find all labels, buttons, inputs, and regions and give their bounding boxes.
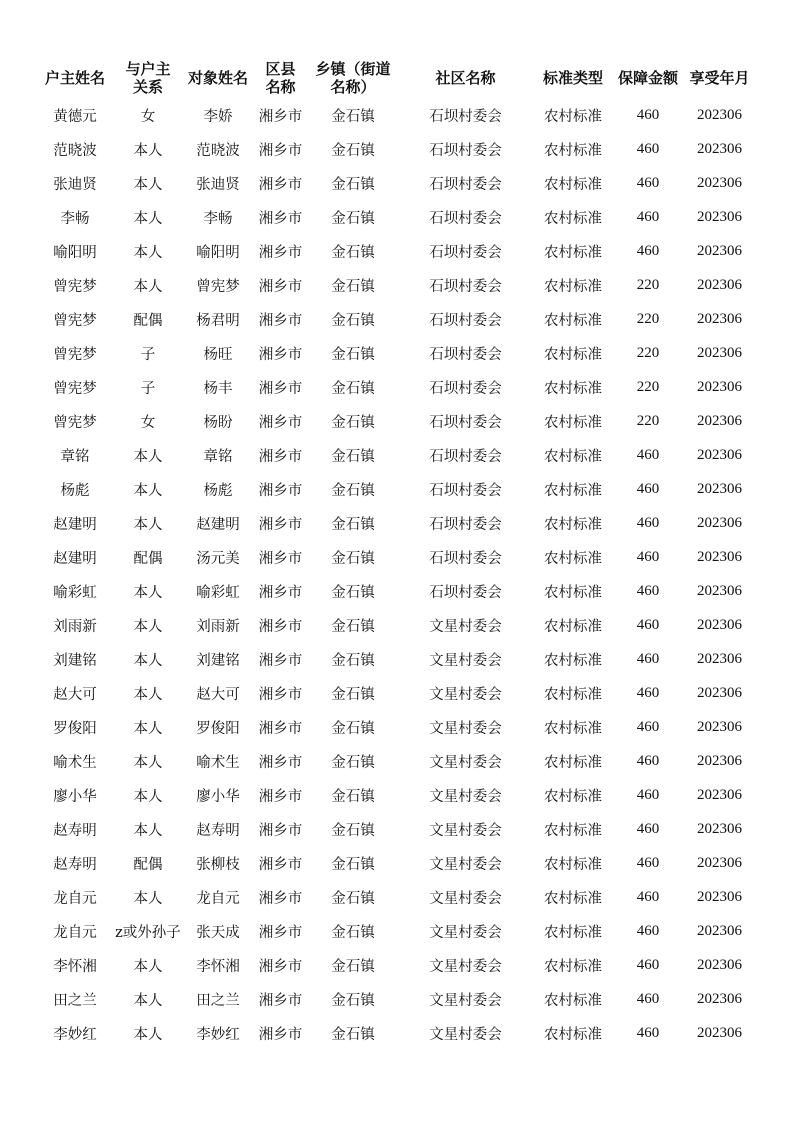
cell-amount: 220 [636, 378, 660, 395]
cell-community: 石坝村委会 [429, 278, 502, 295]
cell-standard-type: 农村标准 [544, 176, 602, 193]
cell-amount: 460 [636, 684, 660, 701]
cell-householder-name: 龙自元 [53, 890, 97, 907]
cell-county: 湘乡市 [258, 448, 303, 465]
cell-township: 金石镇 [331, 890, 375, 907]
cell-relation: 本人 [133, 618, 163, 635]
cell-recipient-name: 杨彪 [203, 482, 233, 499]
cell-recipient-name: 喻术生 [196, 754, 240, 771]
cell-month: 202306 [697, 752, 742, 769]
cell-month: 202306 [697, 990, 742, 1007]
cell-month: 202306 [697, 208, 742, 225]
cell-county: 湘乡市 [258, 924, 303, 941]
cell-township: 金石镇 [331, 516, 375, 533]
cell-standard-type: 农村标准 [544, 516, 602, 533]
cell-recipient-name: 罗俊阳 [196, 720, 240, 737]
cell-community: 文星村委会 [429, 686, 502, 703]
cell-relation: 本人 [133, 210, 163, 227]
cell-amount: 460 [636, 582, 660, 599]
cell-relation: 本人 [133, 652, 163, 669]
cell-standard-type: 农村标准 [544, 1026, 602, 1043]
cell-county: 湘乡市 [258, 754, 303, 771]
cell-standard-type: 农村标准 [544, 346, 602, 363]
cell-recipient-name: 田之兰 [196, 992, 240, 1009]
table-row [37, 812, 756, 846]
cell-householder-name: 杨彪 [60, 482, 90, 499]
cell-month: 202306 [697, 446, 742, 463]
cell-county: 湘乡市 [258, 482, 303, 499]
cell-amount: 460 [636, 242, 660, 259]
cell-recipient-name: 章铭 [203, 448, 233, 465]
table-row [37, 642, 756, 676]
cell-month: 202306 [697, 310, 742, 327]
cell-householder-name: 罗俊阳 [53, 720, 97, 737]
cell-householder-name: 赵寿明 [53, 822, 97, 839]
cell-householder-name: 李畅 [60, 210, 90, 227]
cell-community: 文星村委会 [429, 856, 502, 873]
cell-county: 湘乡市 [258, 890, 303, 907]
cell-county: 湘乡市 [258, 856, 303, 873]
cell-amount: 460 [636, 208, 660, 225]
cell-relation: 配偶 [133, 856, 163, 873]
cell-householder-name: 赵大可 [53, 686, 97, 703]
cell-amount: 460 [636, 752, 660, 769]
cell-relation: 本人 [133, 686, 163, 703]
cell-relation: 本人 [133, 142, 163, 159]
table-row [37, 914, 756, 948]
table-row [37, 166, 756, 200]
cell-amount: 460 [636, 718, 660, 735]
cell-community: 文星村委会 [429, 720, 502, 737]
cell-township: 金石镇 [331, 584, 375, 601]
cell-standard-type: 农村标准 [544, 788, 602, 805]
cell-recipient-name: 刘雨新 [196, 618, 240, 635]
cell-recipient-name: 杨君明 [196, 312, 240, 329]
cell-community: 石坝村委会 [429, 346, 502, 363]
cell-standard-type: 农村标准 [544, 856, 602, 873]
cell-community: 石坝村委会 [429, 380, 502, 397]
cell-amount: 460 [636, 786, 660, 803]
cell-standard-type: 农村标准 [544, 720, 602, 737]
cell-month: 202306 [697, 344, 742, 361]
cell-month: 202306 [697, 922, 742, 939]
cell-relation: 本人 [133, 1026, 163, 1043]
cell-householder-name: 廖小华 [53, 788, 97, 805]
cell-recipient-name: 龙自元 [196, 890, 240, 907]
cell-community: 石坝村委会 [429, 584, 502, 601]
table-row [37, 744, 756, 778]
cell-recipient-name: 赵大可 [196, 686, 240, 703]
cell-county: 湘乡市 [258, 414, 303, 431]
cell-householder-name: 黄德元 [53, 108, 97, 125]
cell-amount: 460 [636, 820, 660, 837]
table-row [37, 608, 756, 642]
cell-standard-type: 农村标准 [544, 414, 602, 431]
cell-recipient-name: 李妙红 [196, 1026, 240, 1043]
cell-standard-type: 农村标准 [544, 924, 602, 941]
cell-householder-name: 章铭 [60, 448, 90, 465]
cell-month: 202306 [697, 548, 742, 565]
cell-township: 金石镇 [331, 278, 375, 295]
cell-relation: 配偶 [133, 312, 163, 329]
cell-community: 文星村委会 [429, 992, 502, 1009]
cell-standard-type: 农村标准 [544, 244, 602, 261]
cell-community: 石坝村委会 [429, 244, 502, 261]
cell-community: 石坝村委会 [429, 210, 502, 227]
cell-county: 湘乡市 [258, 652, 303, 669]
cell-householder-name: 刘建铭 [53, 652, 97, 669]
table-row [37, 778, 756, 812]
cell-relation: 本人 [133, 448, 163, 465]
cell-recipient-name: 杨盼 [203, 414, 233, 431]
cell-township: 金石镇 [331, 448, 375, 465]
cell-county: 湘乡市 [258, 312, 303, 329]
table-row [37, 234, 756, 268]
cell-county: 湘乡市 [258, 584, 303, 601]
cell-standard-type: 农村标准 [544, 380, 602, 397]
cell-amount: 460 [636, 922, 660, 939]
table-row [37, 846, 756, 880]
cell-township: 金石镇 [331, 244, 375, 261]
cell-township: 金石镇 [331, 958, 375, 975]
cell-month: 202306 [697, 1024, 742, 1041]
cell-township: 金石镇 [331, 108, 375, 125]
cell-amount: 460 [636, 174, 660, 191]
cell-township: 金石镇 [331, 210, 375, 227]
cell-relation: z或外孙子 [115, 924, 181, 941]
cell-householder-name: 喻术生 [53, 754, 97, 771]
cell-householder-name: 曾宪梦 [53, 414, 97, 431]
cell-standard-type: 农村标准 [544, 550, 602, 567]
cell-community: 文星村委会 [429, 924, 502, 941]
cell-month: 202306 [697, 650, 742, 667]
cell-recipient-name: 刘建铭 [196, 652, 240, 669]
cell-county: 湘乡市 [258, 176, 303, 193]
header-township: 乡镇（街道 名称） [315, 60, 391, 96]
cell-township: 金石镇 [331, 720, 375, 737]
table-row [37, 200, 756, 234]
cell-county: 湘乡市 [258, 550, 303, 567]
cell-standard-type: 农村标准 [544, 312, 602, 329]
cell-month: 202306 [697, 106, 742, 123]
cell-community: 石坝村委会 [429, 312, 502, 329]
cell-amount: 460 [636, 140, 660, 157]
cell-community: 文星村委会 [429, 822, 502, 839]
table-row [37, 574, 756, 608]
cell-community: 石坝村委会 [429, 516, 502, 533]
cell-recipient-name: 范晓波 [196, 142, 240, 159]
cell-relation: 女 [140, 108, 156, 125]
cell-month: 202306 [697, 956, 742, 973]
cell-amount: 460 [636, 956, 660, 973]
cell-community: 文星村委会 [429, 754, 502, 771]
cell-recipient-name: 赵建明 [196, 516, 240, 533]
cell-month: 202306 [697, 854, 742, 871]
cell-householder-name: 李妙红 [53, 1026, 97, 1043]
cell-standard-type: 农村标准 [544, 686, 602, 703]
cell-month: 202306 [697, 140, 742, 157]
cell-township: 金石镇 [331, 754, 375, 771]
cell-township: 金石镇 [331, 686, 375, 703]
cell-month: 202306 [697, 820, 742, 837]
table-row [37, 132, 756, 166]
cell-community: 石坝村委会 [429, 482, 502, 499]
cell-month: 202306 [697, 480, 742, 497]
cell-county: 湘乡市 [258, 822, 303, 839]
cell-standard-type: 农村标准 [544, 210, 602, 227]
cell-standard-type: 农村标准 [544, 108, 602, 125]
cell-township: 金石镇 [331, 788, 375, 805]
cell-community: 文星村委会 [429, 1026, 502, 1043]
table-row [37, 302, 756, 336]
cell-householder-name: 李怀湘 [53, 958, 97, 975]
cell-householder-name: 曾宪梦 [53, 346, 97, 363]
cell-householder-name: 赵寿明 [53, 856, 97, 873]
cell-amount: 460 [636, 480, 660, 497]
cell-county: 湘乡市 [258, 1026, 303, 1043]
cell-amount: 460 [636, 514, 660, 531]
cell-relation: 本人 [133, 278, 163, 295]
table-row [37, 982, 756, 1016]
cell-standard-type: 农村标准 [544, 822, 602, 839]
header-householder-name: 户主姓名 [44, 69, 105, 87]
cell-township: 金石镇 [331, 924, 375, 941]
cell-month: 202306 [697, 242, 742, 259]
cell-community: 文星村委会 [429, 890, 502, 907]
cell-relation: 本人 [133, 176, 163, 193]
cell-month: 202306 [697, 718, 742, 735]
cell-month: 202306 [697, 582, 742, 599]
cell-county: 湘乡市 [258, 618, 303, 635]
cell-township: 金石镇 [331, 618, 375, 635]
cell-amount: 220 [636, 276, 660, 293]
cell-township: 金石镇 [331, 856, 375, 873]
cell-standard-type: 农村标准 [544, 652, 602, 669]
cell-standard-type: 农村标准 [544, 482, 602, 499]
cell-community: 石坝村委会 [429, 448, 502, 465]
table-row [37, 540, 756, 574]
cell-county: 湘乡市 [258, 788, 303, 805]
cell-township: 金石镇 [331, 380, 375, 397]
cell-township: 金石镇 [331, 414, 375, 431]
cell-recipient-name: 李怀湘 [196, 958, 240, 975]
cell-township: 金石镇 [331, 550, 375, 567]
cell-county: 湘乡市 [258, 244, 303, 261]
cell-standard-type: 农村标准 [544, 142, 602, 159]
cell-community: 石坝村委会 [429, 142, 502, 159]
header-standard-type: 标准类型 [542, 69, 603, 87]
cell-township: 金石镇 [331, 992, 375, 1009]
cell-relation: 本人 [133, 482, 163, 499]
cell-county: 湘乡市 [258, 992, 303, 1009]
table-row [37, 336, 756, 370]
cell-standard-type: 农村标准 [544, 278, 602, 295]
cell-recipient-name: 喻阳明 [196, 244, 240, 261]
header-recipient-name: 对象姓名 [187, 69, 248, 87]
cell-relation: 本人 [133, 992, 163, 1009]
assistance-roster-table [37, 58, 756, 1050]
cell-recipient-name: 张迪贤 [196, 176, 240, 193]
cell-relation: 本人 [133, 516, 163, 533]
cell-amount: 460 [636, 1024, 660, 1041]
cell-township: 金石镇 [331, 176, 375, 193]
header-amount: 保障金额 [617, 69, 678, 87]
header-county: 区县 名称 [265, 60, 296, 96]
cell-relation: 本人 [133, 958, 163, 975]
cell-month: 202306 [697, 888, 742, 905]
table-row [37, 472, 756, 506]
cell-amount: 460 [636, 106, 660, 123]
cell-recipient-name: 李畅 [203, 210, 233, 227]
cell-amount: 220 [636, 412, 660, 429]
cell-community: 石坝村委会 [429, 176, 502, 193]
cell-community: 文星村委会 [429, 618, 502, 635]
cell-relation: 本人 [133, 754, 163, 771]
cell-township: 金石镇 [331, 346, 375, 363]
cell-standard-type: 农村标准 [544, 890, 602, 907]
cell-month: 202306 [697, 786, 742, 803]
cell-community: 石坝村委会 [429, 414, 502, 431]
cell-county: 湘乡市 [258, 958, 303, 975]
table-row [37, 438, 756, 472]
cell-county: 湘乡市 [258, 516, 303, 533]
cell-month: 202306 [697, 616, 742, 633]
cell-township: 金石镇 [331, 822, 375, 839]
header-community: 社区名称 [435, 69, 496, 87]
cell-standard-type: 农村标准 [544, 584, 602, 601]
cell-householder-name: 曾宪梦 [53, 380, 97, 397]
cell-amount: 460 [636, 446, 660, 463]
table-row [37, 880, 756, 914]
cell-amount: 460 [636, 854, 660, 871]
table-row [37, 98, 756, 132]
cell-month: 202306 [697, 276, 742, 293]
cell-recipient-name: 廖小华 [196, 788, 240, 805]
cell-recipient-name: 张柳枝 [196, 856, 240, 873]
cell-county: 湘乡市 [258, 142, 303, 159]
cell-community: 文星村委会 [429, 958, 502, 975]
cell-township: 金石镇 [331, 312, 375, 329]
cell-householder-name: 曾宪梦 [53, 312, 97, 329]
cell-county: 湘乡市 [258, 686, 303, 703]
cell-standard-type: 农村标准 [544, 992, 602, 1009]
table-row [37, 710, 756, 744]
cell-relation: 本人 [133, 890, 163, 907]
table-row [37, 1016, 756, 1050]
cell-relation: 本人 [133, 788, 163, 805]
cell-recipient-name: 杨丰 [203, 380, 233, 397]
cell-standard-type: 农村标准 [544, 754, 602, 771]
cell-county: 湘乡市 [258, 346, 303, 363]
header-row [37, 58, 756, 98]
cell-householder-name: 龙自元 [53, 924, 97, 941]
cell-county: 湘乡市 [258, 210, 303, 227]
cell-householder-name: 赵建明 [53, 516, 97, 533]
cell-community: 石坝村委会 [429, 108, 502, 125]
cell-standard-type: 农村标准 [544, 618, 602, 635]
cell-relation: 本人 [133, 244, 163, 261]
header-relation: 与户主 关系 [125, 60, 171, 96]
cell-amount: 220 [636, 310, 660, 327]
cell-householder-name: 田之兰 [53, 992, 97, 1009]
cell-amount: 460 [636, 650, 660, 667]
cell-householder-name: 喻阳明 [53, 244, 97, 261]
cell-month: 202306 [697, 514, 742, 531]
cell-county: 湘乡市 [258, 380, 303, 397]
cell-relation: 子 [140, 346, 156, 363]
cell-month: 202306 [697, 174, 742, 191]
cell-recipient-name: 张天成 [196, 924, 240, 941]
cell-county: 湘乡市 [258, 720, 303, 737]
table-row [37, 370, 756, 404]
table-row [37, 404, 756, 438]
table-row [37, 268, 756, 302]
cell-recipient-name: 李娇 [203, 108, 233, 125]
cell-recipient-name: 赵寿明 [196, 822, 240, 839]
cell-relation: 配偶 [133, 550, 163, 567]
cell-householder-name: 曾宪梦 [53, 278, 97, 295]
cell-householder-name: 刘雨新 [53, 618, 97, 635]
table-row [37, 676, 756, 710]
cell-standard-type: 农村标准 [544, 448, 602, 465]
cell-community: 石坝村委会 [429, 550, 502, 567]
cell-community: 文星村委会 [429, 652, 502, 669]
cell-recipient-name: 杨旺 [203, 346, 233, 363]
cell-householder-name: 赵建明 [53, 550, 97, 567]
cell-householder-name: 喻彩虹 [53, 584, 97, 601]
cell-township: 金石镇 [331, 652, 375, 669]
cell-month: 202306 [697, 378, 742, 395]
cell-relation: 本人 [133, 822, 163, 839]
cell-recipient-name: 汤元美 [196, 550, 240, 567]
cell-county: 湘乡市 [258, 278, 303, 295]
cell-relation: 子 [140, 380, 156, 397]
cell-month: 202306 [697, 412, 742, 429]
cell-householder-name: 张迪贤 [53, 176, 97, 193]
cell-amount: 460 [636, 616, 660, 633]
cell-amount: 460 [636, 548, 660, 565]
cell-relation: 本人 [133, 720, 163, 737]
table-row [37, 948, 756, 982]
cell-month: 202306 [697, 684, 742, 701]
cell-amount: 460 [636, 990, 660, 1007]
cell-relation: 本人 [133, 584, 163, 601]
cell-county: 湘乡市 [258, 108, 303, 125]
cell-community: 文星村委会 [429, 788, 502, 805]
cell-householder-name: 范晓波 [53, 142, 97, 159]
cell-recipient-name: 曾宪梦 [196, 278, 240, 295]
header-month: 享受年月 [689, 69, 750, 87]
cell-amount: 220 [636, 344, 660, 361]
cell-township: 金石镇 [331, 1026, 375, 1043]
cell-standard-type: 农村标准 [544, 958, 602, 975]
cell-township: 金石镇 [331, 482, 375, 499]
cell-amount: 460 [636, 888, 660, 905]
cell-recipient-name: 喻彩虹 [196, 584, 240, 601]
cell-relation: 女 [140, 414, 156, 431]
table-row [37, 506, 756, 540]
cell-township: 金石镇 [331, 142, 375, 159]
